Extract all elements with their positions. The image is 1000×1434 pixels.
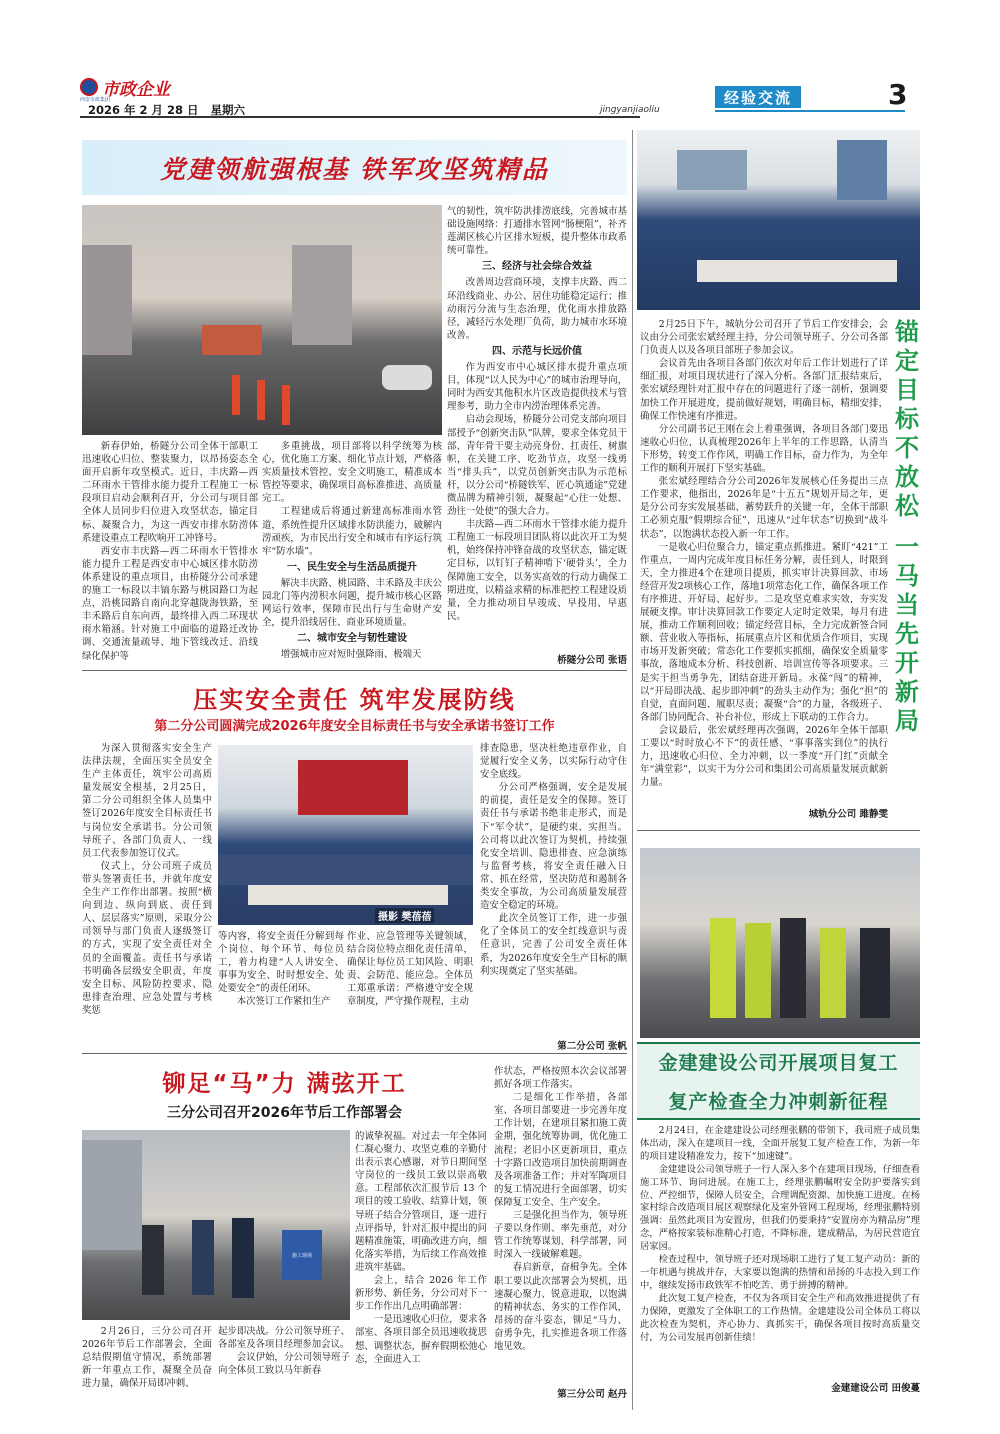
paragraph: 此次全员签订工作，进一步强化了全体员工的安全红线意识与责任意识，完善了公司安全责任体系，为2026年度安全生产目标的顺利实现奠定了坚实基础。	[480, 913, 627, 977]
article-2-subtitle: 第二分公司圆满完成2026年度安全目标责任书与安全承诺书签订工作	[154, 719, 555, 734]
title-char: 新	[895, 678, 919, 706]
paragraph: 西安市丰庆路—西二环雨水干管排水能力提升工程是西安市中心城区排水防涝体系建设的重点项目，由桥隧分公司承建的施工一标段以丰镐东路与桃园路口为起点，沿桃园路自南向北穿越陇海铁路，至丰禾路后自东向西，最终排入西二环现状雨水箱涵。针对施工中面临的道路迁改协调、交通流量疏导、地下管线改迁、沿线绿化保护等	[82, 545, 258, 662]
title-char: 松	[895, 492, 919, 520]
paragraph: 张宏斌经理结合分公司2026年发展核心任务提出三点工作要求，他指出，2026年是“十五五”规划开局之年，更是分公司夯实发展基础、蓄势跃升的关键一年，全体干部职工必须克服“假期综合征”，迅速从“过年状态”切换到“战斗状态”，以饱满状态投入新一年工作。	[640, 476, 888, 540]
article-2-col-2	[218, 930, 344, 1048]
road-construction-photo	[82, 205, 442, 435]
paragraph: 2月24日，在金建建设公司经理张鹏的带领下，我司班子成员集体出动，深入在建项目一线，全面开展复工复产检查工作，为新一年的项目建设精准发力，按下“加速键”。	[640, 1125, 920, 1162]
paragraph: 为深入贯彻落实安全生产法律法规，全面压实全员安全生产主体责任，筑牢公司高质量发展安全根基，2月25日，第二分公司组织全体人员集中签订2026年度安全目标责任书与岗位安全承诺书。分公司领导班子、各部门负责人、一线员工代表参加签订仪式。	[82, 743, 212, 859]
paragraph: 一是收心归位聚合力，锚定重点抓推进。紧盯“421”工作重点，一周内完成年度目标任务分解，责任到人，时限到天，全力推进4个在建项目提质，抓实审计决算回款、市场经营开发2项核心工作，落地1项常态化工作，确保各项工作有序推进、开好局、起好步。二是攻坚克难求实效，夯实发展硬支撑。审计决算回款工作要定人定时定效果，每月有进展，推动工作顺利回收；锚定经营目标，全力完成新签合同额、营业收入等指标，拓展重点片区和优质合作项目，实现市场开发新突破；常态化工作要抓实抓细，确保安全质量零事故，落地成本分析、科技创新、培训宣传等各项要求。三是实干担当勇争先，团结奋进开新局。永葆“闯”的精神，以“开局即决战、起步即冲刺”的劲头主动作为；强化“担”的自觉，直面问题、履职尽责；凝聚“合”的力量，各级班子、各部门协同配合、补台补位，形成上下联动的工作合力。	[640, 541, 888, 723]
article-1-col-2	[262, 440, 442, 664]
paragraph: 改善周边营商环境，支撑丰庆路、西二环沿线商业、办公、居住功能稳定运行；推动雨污分流与生态治理，优化雨水排放路径，减轻污水处理厂负荷，助力城市水环境改善。	[447, 277, 627, 341]
paragraph: 分公司严格强调，安全是发展的前提，责任是安全的保障。签订责任书与承诺书绝非走形式，而是下“军令状”，是硬约束、实担当。公司将以此次签订为契机，持续强化安全培训、隐患排查、应急演练与监督考核，将安全责任融入日常、抓在经常，坚决防范和遏制各类安全事故，为公司高质量发展营造安全稳定的环境。	[480, 782, 627, 912]
title-char: 定	[895, 347, 919, 375]
section-banner	[715, 86, 801, 108]
paragraph: 三是强化担当作为，领导班子要以身作则、率先垂范，对分管工作统筹谋划、科学部署，同时深入一线破解难题。	[494, 1210, 627, 1261]
paragraph: 作为西安市中心城区排水提升重点项目，体现“以人民为中心”的城市治理导向，同时为西安其他积水片区改造提供技术与管理参考，助力全市内涝治理体系完善。	[447, 362, 627, 413]
paragraph: 会议最后，张宏斌经理再次强调，2026年全体干部职工要以“时时放心不下”的责任感、“事事落实到位”的执行力，迅速收心归位、全力冲刺，以一季度“开门红”贡献全年“满堂彩”，以实干为分公司和集团公司高质量发展贡献新力量。	[640, 724, 888, 789]
paragraph: 作业、应急管理等关键领域，结合岗位特点细化责任清单，确保让每位员工知风险、明职责、会防范、能应急。全体员工郑重承诺：严格遵守安全规章制度，严守操作规程，主动	[347, 931, 473, 1008]
paragraph: 此次复工复产检查，不仅为各项目安全生产和高效推进提供了有力保障，更激发了全体职工的工作热情。金建建设公司全体员工将以此次检查为契机，齐心协力、真抓实干，确保各项目按时高质量交付，为公司发展再创新佳绩！	[640, 1292, 920, 1343]
title-char: 局	[895, 707, 919, 735]
page-number: 3	[888, 78, 908, 111]
article-3-col-4	[494, 1065, 627, 1385]
article-1-col-1	[82, 440, 258, 664]
title-char: 目	[895, 376, 919, 404]
paragraph: 起步即决战。分公司领导班子、各部室及各项目经理参加会议。	[218, 1326, 350, 1351]
issue-date: 2026 年 2 月 28 日	[88, 103, 199, 117]
paragraph: 等内容，将安全责任分解到每个岗位、每个环节、每位员工，着力构建“人人讲安全、事事为安全、时时想安全、处处要安全”的责任闭环。	[218, 931, 344, 995]
paragraph: 启动会现场，桥隧分公司党支部向项目部授予“创新突击队”队牌，要求全体党员干部、青年骨干要主动亮身份、扛责任、树旗帜，在关键工序、吃劲节点，攻坚一线勇当“排头兵”，以党员创新突击队为示范标杆，以分公司“桥隧铁军、匠心筑通途”党建微品牌为精神引领，凝聚起“心往一处想、劲往一处使”的强大合力。	[447, 414, 627, 518]
article-5-byline: 金建建设公司 田俊蔓	[831, 1383, 920, 1394]
paragraph: 二是细化工作举措，各部室、各项目部要进一步完善年度工作计划，在建项目紧扣施工黄金期，强化统筹协调，优化施工流程；老旧小区更新项目，重点十字路口改造项目加快前期调查及各项准备工作；并对军陶项目的复工情况进行全面部署，切实保障复工安全、生产安全。	[494, 1092, 627, 1208]
article-2-col-1	[82, 742, 212, 1050]
article-3-subtitle: 三分公司召开2026年节后工作部署会	[167, 1105, 402, 1121]
article-3-title: 铆足“马”力 满弦开工	[162, 1071, 407, 1097]
paragraph: 增强城市应对短时强降雨、极端天	[280, 649, 422, 661]
article-1-byline: 桥隧分公司 张语	[557, 655, 627, 666]
article-4-byline: 城轨分公司 雎静雯	[808, 809, 888, 820]
workers-inspection-photo	[640, 848, 920, 1038]
logo-emblem-icon	[80, 78, 98, 96]
paragraph: 2月25日下午，城轨分公司召开了节后工作安排会，会议由分公司张宏斌经理主持，分公司领导班子、分公司各部门负责人以及各项目部班子参加会议。	[640, 319, 888, 357]
title-char: 先	[895, 620, 919, 648]
title-char: 开	[895, 649, 919, 677]
article-2-title: 压实安全责任 筑牢发展防线	[193, 686, 516, 714]
paragraph: 会议首先由各项目各部门依次对年后工作计划进行了详细汇报，对项目现状进行了深入分析。各部门汇报结束后，张宏斌经理针对汇报中存在的问题进行了逐一剖析，强调要加快工作开展进度，提前做好规划，明确目标，精细安排，确保工作快速有序推进。	[640, 358, 888, 422]
article-5-title-block	[637, 1042, 920, 1120]
paragraph: 2月26日，三分公司召开2026年节后工作部署会，全面总结假期值守情况，系统部署新一年重点工作，凝聚全员奋进力量，确保开局即冲刺、	[82, 1326, 212, 1390]
paragraph: 气的韧性，筑牢防洪排涝底线，完善城市基础设施网络：打通排水管网“肠梗阻”，补齐莲湖区核心片区排水短板，提升整体市政系统可靠性。	[447, 206, 627, 257]
paragraph: 会议伊始，分公司领导班子向全体员工致以马年新春	[218, 1352, 350, 1377]
title-char: 放	[895, 463, 919, 491]
paragraph: 一是迅速收心归位，要求各部室、各项目部全员迅速收拢思想、调整状态，摒弃假期松弛心态，全面进入工	[355, 1314, 487, 1365]
photo-credit: 摄影 樊蓓蓓	[375, 908, 434, 923]
article-5-body	[640, 1125, 920, 1375]
article-3-col-1	[82, 1325, 212, 1400]
paragraph: 分公司副书记王刚在会上着重强调，各项目各部门要迅速收心归位，认真梳理2026年上半年的工作思路，认清当下形势，转变工作作风，明确工作目标，奋力作为，为全年工作的顺利开展打下坚实基础。	[640, 423, 888, 475]
paragraph: 春启新章，奋楫争先。全体职工要以此次部署会为契机，迅速凝心聚力、锐意进取，以饱满的精神状态、务实的工作作风，昂扬的奋斗姿态，铆足“马力、奋勇争先，扎实推进各项工作落地见效。	[494, 1262, 627, 1352]
signing-meeting-photo	[218, 745, 473, 925]
article-3-col-2	[218, 1325, 350, 1400]
article-2-col-4	[480, 742, 627, 1038]
site-sign-board: 施工现场	[291, 1252, 312, 1259]
title-char: 马	[895, 562, 919, 590]
title-char: 标	[895, 405, 919, 433]
article-2-byline: 第二分公司 张帆	[557, 1041, 627, 1052]
paragraph: 会上，结合 2026 年工作新形势、新任务，分公司对下一步工作作出几点明确部署：	[355, 1275, 487, 1313]
article-3-byline: 第三分公司 赵丹	[557, 1389, 627, 1400]
section-heading: 一、民生安全与生活品质提升	[287, 561, 417, 573]
logo-text: 市政企业	[102, 79, 170, 100]
paragraph: 排查隐患，坚决杜绝违章作业，自觉履行安全义务，以实际行动守住安全底线。	[480, 743, 627, 781]
paragraph: 作状态，严格按照本次会议部署抓好各项工作落实。	[494, 1066, 627, 1091]
newspaper-logo	[80, 76, 210, 98]
logo-subtext: 西安市政集团	[80, 97, 111, 103]
paragraph: 丰庆路—西二环雨水干管排水能力提升工程施工一标段项目团队将以此次开工为契机，始终保持冲锋奋战的攻坚状态，锚定既定目标，以钉钉子精神啃下‘硬骨头’，全力保障施工安全，以务实高效的行动力确保工期进度，以精益求精的标准把控工程建设质量，全力推动项目早竣成、早投用、早惠民。	[447, 519, 627, 622]
article-4-vertical-title	[892, 318, 922, 736]
issue-weekday: 星期六	[210, 103, 246, 117]
masthead	[80, 76, 920, 116]
article-1-col-3	[447, 205, 627, 653]
paragraph: 本次签订工作紧扣生产	[236, 996, 331, 1008]
article-5-title-line-2: 复产检查全力冲刺新征程	[668, 1091, 889, 1113]
section-pinyin: jingyanjiaoliu	[600, 105, 660, 115]
paragraph: 金建建设公司领导班子一行人深入多个在建项目现场，仔细查看施工环节、询问进展。在施工上，经理张鹏嘱咐安全防护要落实到位、严控细节，保障人员安全，合理调配资源、加快施工进度。在杨家村综合改造项目展区观察绿化及室外管网工程现场，经理张鹏特别强调：虽然此项目为安置房，但我们仍要秉持“安置房亦为精品房”理念，严格按家装标准精心打造，不降标准，建成精品，为居民营造宜居家园。	[640, 1163, 920, 1253]
paragraph: 仪式上，分公司班子成员带头签署责任书，并就年度安全生产工作作出部署。按照“横向到边、纵向到底、责任到人、层层落实”原则，采取分公司领导与部门负责人逐级签订的方式，实现了安全责任对全员的全面覆盖。责任书与承诺书明确各层级安全职责，年度安全目标、风险防控要求、隐患排查治理、应急处置与考核奖惩	[82, 860, 212, 1016]
article-5-title-line-1: 金建建设公司开展项目复工	[658, 1052, 899, 1074]
title-char: 一	[895, 533, 919, 561]
article-2-col-3	[347, 930, 473, 1048]
paragraph: 工程建成后将通过新建高标准雨水管道，系统性提升区域排水防洪能力，破解内涝顽疾，为市民出行安全和城市有序运行筑牢“防水墙”。	[262, 506, 442, 557]
site-inspection-photo	[82, 1130, 350, 1320]
section-heading: 四、示范与长远价值	[492, 345, 582, 357]
paragraph: 多重挑战，项目部将以科学统筹为核心，优化施工方案、细化节点计划，严格落实质量技术管控、安全文明施工，精准成本管控等要求，确保项目高标准推进、高质量完工。	[262, 441, 442, 505]
title-char: 当	[895, 591, 919, 619]
section-heading: 二、城市安全与韧性建设	[297, 633, 407, 645]
article-1-title: 党建领航强根基 铁军攻坚筑精品	[160, 154, 549, 184]
paragraph: 新春伊始，桥隧分公司全体干部职工迅速收心归位、整装聚力，以昂扬姿态全面开启新年攻坚模式。近日，丰庆路—西二环雨水干管排水能力提升工程施工一标段项目启动会顺利召开，分公司与项目部全体人员同步归位进入攻坚状态，锚定目标、凝聚合力，为这一西安市排水防涝体系建设重点工程吹响开工冲锋号。	[82, 441, 258, 544]
article-3-col-3	[355, 1130, 487, 1402]
paragraph: 检查过程中，领导班子还对现场职工进行了复工复产动员：新的一年机遇与挑战并存，大家要以饱满的热情和昂扬的斗志投入到工作中，继续发扬市政铁军不怕吃苦、勇于拼搏的精神。	[640, 1254, 920, 1291]
section-heading: 三、经济与社会综合效益	[482, 261, 592, 273]
title-char: 不	[895, 434, 919, 462]
meeting-room-photo	[637, 130, 920, 310]
article-1-title-band	[82, 140, 627, 195]
paragraph: 解决丰庆路、桃园路、丰禾路及丰庆公园北门等内涝积水问题，提升城市核心区路网运行效率，保障市民出行与生命财产安全，提升沿线居住、商业环境质量。	[262, 577, 442, 629]
section-name: 经验交流	[723, 88, 792, 107]
paragraph: 的诚挚祝福。对过去一年全体同仁凝心聚力、攻坚克难的辛勤付出表示衷心感谢，对节日期间坚守岗位的一线员工致以崇高敬意。工程部依次汇报节后 13 个项目的竣工验收、结算计划，领导班子结合分管项目，逐一进行点评指导，针对汇报中提出的问题精准施策，明确改进方向，细化落实举措，为后续工作高效推进筑牢基础。	[355, 1131, 487, 1273]
article-4-body	[640, 318, 888, 798]
title-char: 锚	[895, 318, 919, 346]
